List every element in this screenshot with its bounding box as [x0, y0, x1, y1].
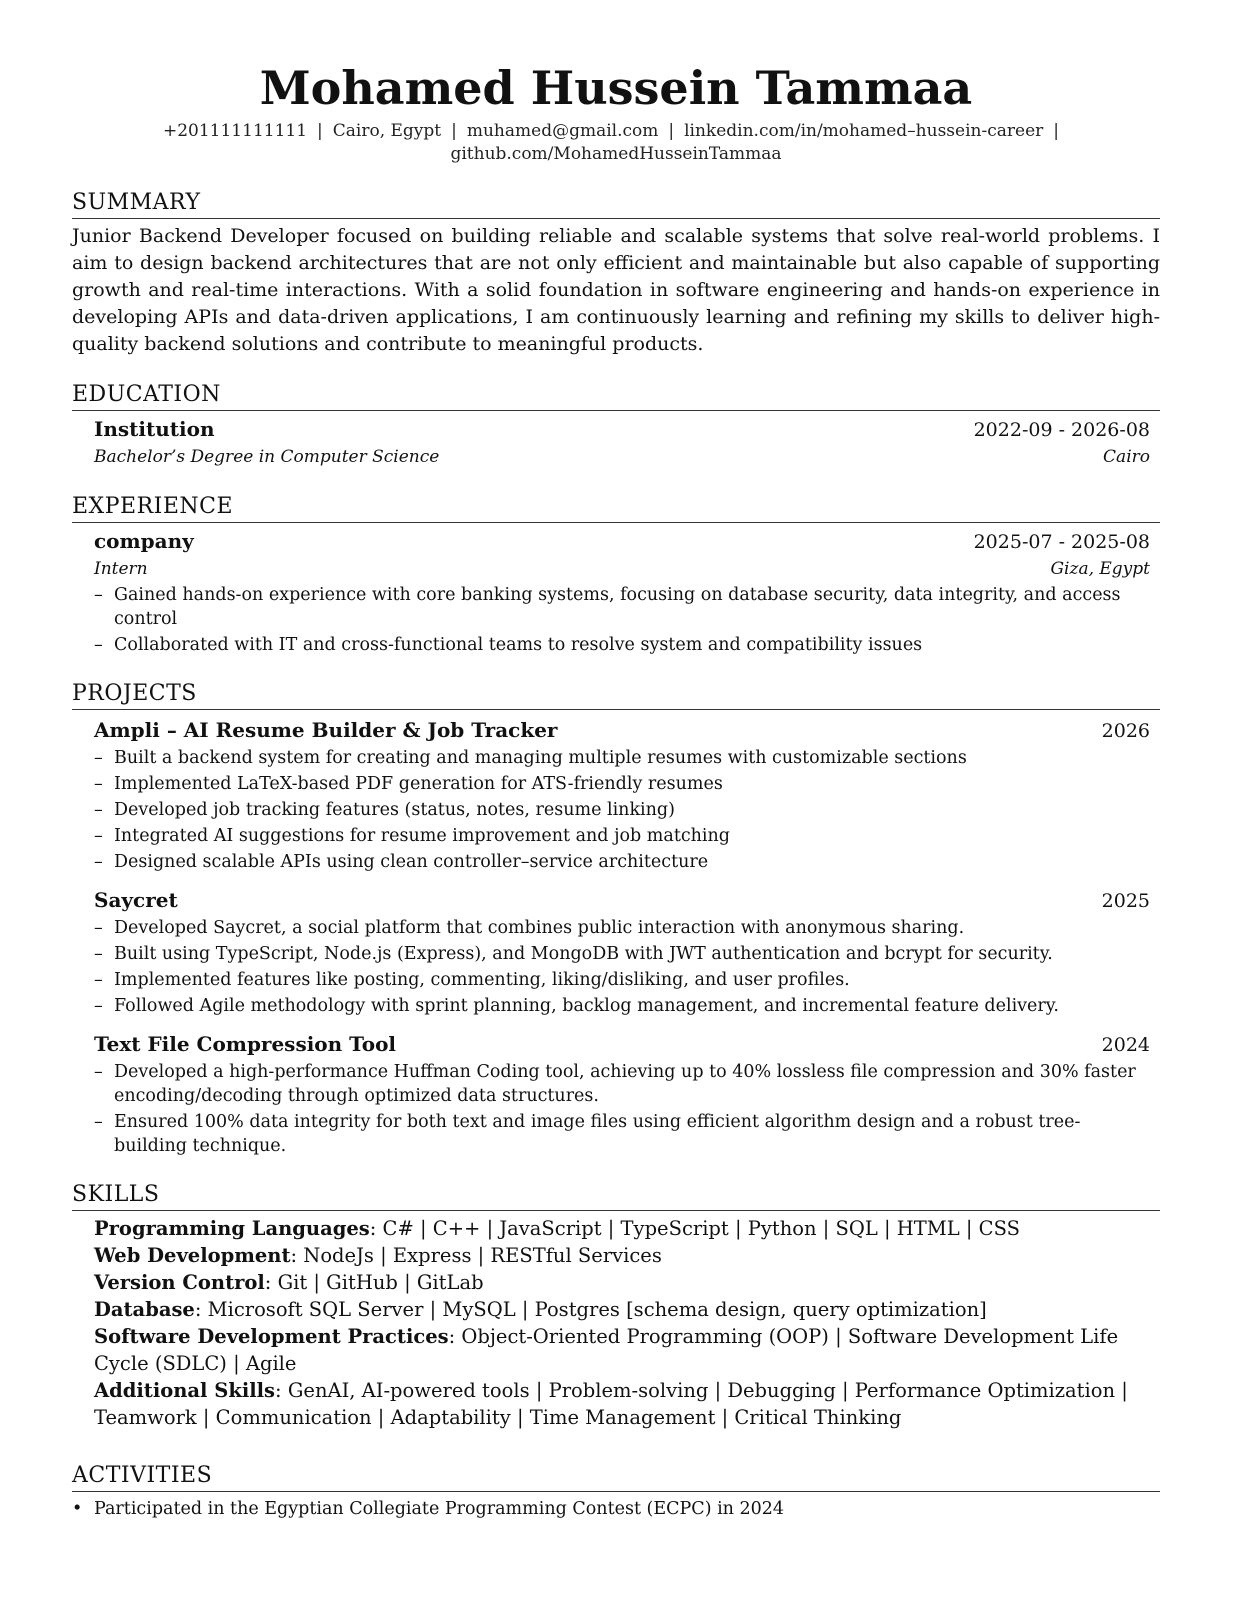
- skill-label: Software Development Practices: [94, 1325, 449, 1348]
- experience-role: Intern: [94, 559, 148, 579]
- experience-location: Giza, Egypt: [1050, 559, 1150, 579]
- linkedin-link[interactable]: linkedin.com/in/mohamed–hussein-career: [684, 121, 1044, 141]
- skills-list: [72, 1215, 1160, 1431]
- list-item: – Designed scalable APIs using clean controller–service architecture: [94, 850, 1150, 874]
- section-title-activities: ACTIVITIES: [72, 1461, 1160, 1492]
- skill-line: Software Development Practices: Object-Oriented Programming (OOP) | Software Development Life Cycle (SDLC) | Agile: [94, 1325, 1119, 1375]
- list-item: – Ensured 100% data integrity for both text and image files using efficient algorithm design and a robust tree-building technique.: [94, 1110, 1150, 1158]
- github-link[interactable]: github.com/MohamedHusseinTammaa: [450, 144, 782, 164]
- education-degree: Bachelor’s Degree in Computer Science: [94, 447, 440, 467]
- separator: |: [317, 121, 323, 141]
- summary-text: Junior Backend Developer focused on building reliable and scalable systems that solve real-world problems. I aim to design backend architectures that are not only efficient and maintainable but also capable of supporting growth and real-time interactions. With a solid foundation in software engineering and hands-on experience in developing APIs and data-driven applications, I am continuously learning and refining my skills to deliver high-quality backend solutions and contribute to meaningful products.: [72, 225, 1160, 355]
- section-title-experience: EXPERIENCE: [72, 492, 1160, 523]
- separator: |: [668, 121, 675, 141]
- section-title-summary: SUMMARY: [72, 188, 1160, 219]
- skill-value: Git | GitHub | GitLab: [277, 1271, 484, 1294]
- list-item: – Implemented features like posting, commenting, liking/disliking, and user profiles.: [94, 968, 1150, 992]
- education-dates: 2022-09 - 2026-08: [973, 419, 1150, 441]
- experience-bullets: [94, 583, 1150, 657]
- list-item: – Built using TypeScript, Node.js (Express), and MongoDB with JWT authentication and bcrypt for security.: [94, 942, 1150, 966]
- list-item: – Followed Agile methodology with sprint planning, backlog management, and incremental feature delivery.: [94, 994, 1150, 1018]
- skill-line: Web Development: NodeJs | Express | RESTful Services: [94, 1244, 662, 1267]
- skill-value: Microsoft SQL Server | MySQL | Postgres [schema design, query optimization]: [207, 1298, 987, 1321]
- location: Cairo, Egypt: [332, 121, 442, 141]
- list-item: – Developed job tracking features (status, notes, resume linking): [94, 798, 1150, 822]
- section-title-projects: PROJECTS: [72, 679, 1160, 710]
- section-title-skills: SKILLS: [72, 1180, 1160, 1211]
- skill-label: Web Development: [94, 1244, 291, 1267]
- project-year: 2024: [1101, 1034, 1150, 1056]
- skill-line: Database: Microsoft SQL Server | MySQL | Postgres [schema design, query optimization]: [94, 1298, 987, 1321]
- skill-label: Additional Skills: [94, 1379, 276, 1402]
- education-location: Cairo: [1103, 447, 1150, 467]
- separator: |: [451, 121, 457, 141]
- phone-number: +201111111111: [162, 121, 308, 141]
- section-title-education: EDUCATION: [72, 380, 1160, 411]
- resume-page: [72, 58, 1160, 1522]
- project-bullets: [94, 746, 1150, 874]
- project-entry: [94, 1030, 1150, 1158]
- project-bullets: [94, 916, 1150, 1018]
- skill-value: NodeJs | Express | RESTful Services: [303, 1244, 662, 1267]
- activities-list: [72, 1496, 1160, 1522]
- list-item: – Implemented LaTeX-based PDF generation for ATS-friendly resumes: [94, 772, 1150, 796]
- skill-value: Object-Oriented Programming (OOP) | Software Development Life Cycle (SDLC) | Agile: [94, 1325, 1119, 1375]
- skill-line: Additional Skills: GenAI, AI-powered tools | Problem-solving | Debugging | Performance Optimization | Teamwork | Communication | Adaptability | Time Management | Critical Thinking: [94, 1379, 1128, 1429]
- resume-name: Mohamed Hussein Tammaa: [259, 61, 973, 115]
- list-item: • Participated in the Egyptian Collegiate Programming Contest (ECPC) in 2024: [72, 1496, 1160, 1522]
- skill-label: Programming Languages: [94, 1217, 370, 1240]
- project-name: Saycret: [94, 888, 178, 912]
- list-item: – Developed Saycret, a social platform that combines public interaction with anonymous sharing.: [94, 916, 1150, 940]
- projects-list: [72, 716, 1160, 1158]
- list-item: – Built a backend system for creating and managing multiple resumes with customizable sections: [94, 746, 1150, 770]
- project-entry: [94, 886, 1150, 1018]
- skill-label: Database: [94, 1298, 195, 1321]
- list-item: – Gained hands-on experience with core banking systems, focusing on database security, data integrity, and access control: [94, 583, 1150, 631]
- skill-line: Programming Languages: C# | C++ | JavaScript | TypeScript | Python | SQL | HTML | CSS: [94, 1217, 1020, 1240]
- list-item: – Integrated AI suggestions for resume improvement and job matching: [94, 824, 1150, 848]
- skill-value: C# | C++ | JavaScript | TypeScript | Python | SQL | HTML | CSS: [382, 1217, 1020, 1240]
- separator: |: [1053, 121, 1059, 141]
- list-item: – Collaborated with IT and cross-functional teams to resolve system and compatibility issues: [94, 633, 1150, 657]
- skill-label: Version Control: [94, 1271, 265, 1294]
- skill-value: GenAI, AI-powered tools | Problem-solving | Debugging | Performance Optimization | Teamwork | Communication | Adaptability | Time Management | Critical Thinking: [94, 1379, 1128, 1429]
- project-name: Text File Compression Tool: [94, 1032, 397, 1056]
- project-bullets: [94, 1060, 1150, 1158]
- education-institution: Institution: [94, 417, 215, 441]
- skill-line: Version Control: Git | GitHub | GitLab: [94, 1271, 484, 1294]
- project-entry: [94, 716, 1150, 874]
- experience-entry: [72, 527, 1160, 657]
- contact-info: [72, 120, 1160, 166]
- experience-company: company: [94, 529, 194, 553]
- project-year: 2025: [1101, 890, 1150, 912]
- experience-dates: 2025-07 - 2025-08: [973, 531, 1150, 553]
- education-entry: [72, 415, 1160, 470]
- project-year: 2026: [1101, 720, 1150, 742]
- list-item: – Developed a high-performance Huffman Coding tool, achieving up to 40% lossless file compression and 30% faster encoding/decoding through optimized data structures.: [94, 1060, 1150, 1108]
- email-link[interactable]: muhamed@gmail.com: [466, 121, 659, 141]
- project-name: Ampli – AI Resume Builder & Job Tracker: [94, 718, 558, 742]
